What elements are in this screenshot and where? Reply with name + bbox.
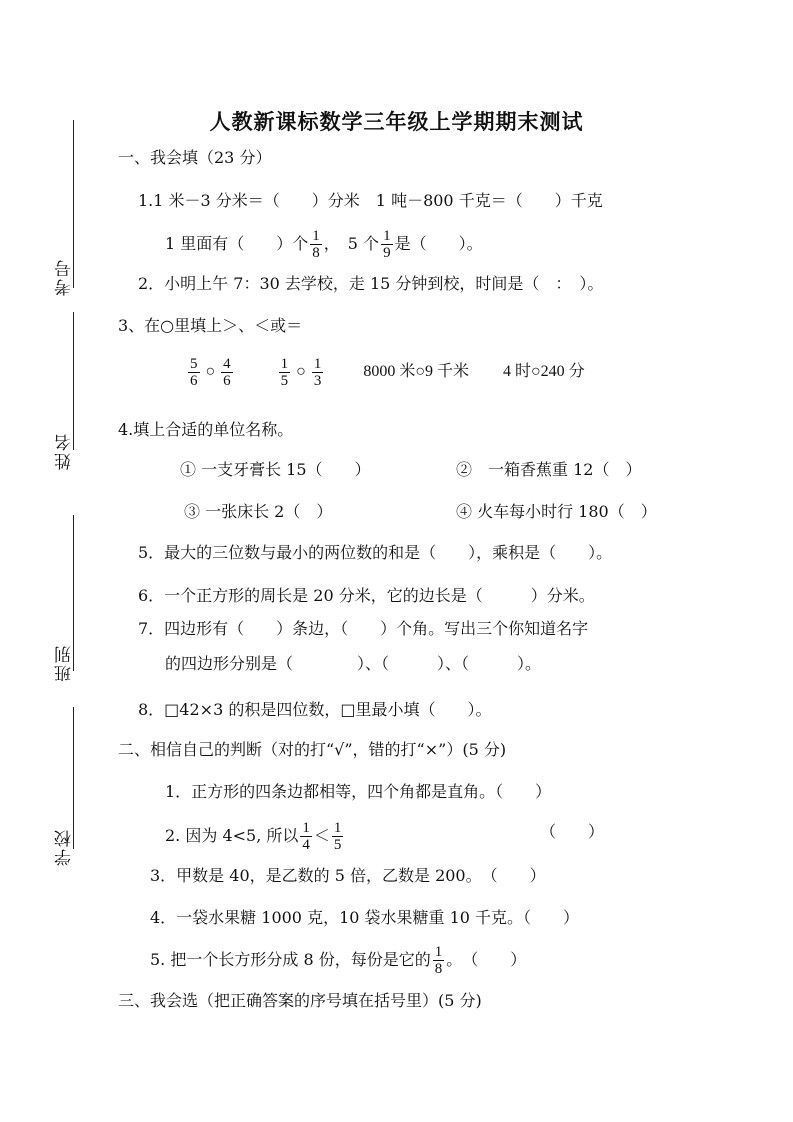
section2-heading: 二、相信自己的判断（对的打“√”，错的打“×”）(5 分)	[118, 740, 507, 759]
fraction-1-4: $\frac{1}{4}$	[302, 820, 310, 853]
section3-heading: 三、我会选（把正确答案的序号填在括号里）(5 分)	[118, 991, 482, 1010]
fraction-1-9: $\frac{1}{9}$	[383, 228, 391, 261]
s1-q4-item-4: ④ 火车每小时行 180（ ）	[456, 502, 657, 521]
s1-q7-line2: 的四边形分别是（ ）、（ ）、（ ）。	[165, 654, 542, 673]
fraction-4-6: $\frac{4}{6}$	[223, 356, 231, 389]
s1-q6: 6．一个正方形的周长是 20 分米，它的边长是（ ）分米。	[138, 586, 595, 605]
s1-q1-text-c: 是（ ）。	[394, 234, 483, 253]
s1-q1-line1: 1.1 米－3 分米＝（ ）分米 1 吨－800 千克＝（ ）千克	[138, 191, 603, 210]
s1-q4-item-1: ① 一支牙膏长 15（ ）	[180, 460, 371, 479]
s1-q5: 5．最大的三位数与最小的两位数的和是（ ），乘积是（ ）。	[138, 543, 613, 562]
s1-q3-heading: 3、在○里填上＞、＜或＝	[118, 316, 303, 335]
class-label: 班别	[55, 644, 75, 682]
page-title: 人教新课标数学三年级上学期期末测试	[209, 109, 584, 134]
compare-circle-2: ○	[296, 363, 306, 381]
less-than-sign: ＜	[313, 826, 330, 845]
fraction-1-3: $\frac{1}{3}$	[313, 356, 322, 389]
s1-q8: 8．□42×3 的积是四位数，□里最小填（ ）。	[138, 700, 492, 719]
s1-q2: 2．小明上午 7：30 去学校，走 15 分钟到校，时间是（ ： ）。	[138, 274, 604, 293]
name-line	[73, 312, 74, 450]
fraction-1-5: $\frac{1}{5}$	[280, 356, 289, 389]
fraction-1-8: $\frac{1}{8}$	[312, 228, 320, 261]
s2-q2-answer: （ ）	[540, 822, 605, 841]
s1-q4-item-2: ② 一箱香蕉重 12（ ）	[456, 460, 642, 479]
s1-q4-item-3: ③ 一张床长 2（ ）	[184, 502, 333, 521]
s2-q5-text-a: 5. 把一个长方形分成 8 份，每份是它的	[150, 950, 431, 969]
fraction-1-8: $\frac{1}{8}$	[434, 944, 443, 977]
s2-q4: 4．一袋水果糖 1000 克，10 袋水果糖重 10 千克。（ ）	[150, 908, 580, 927]
s2-q1: 1．正方形的四条边都相等，四个角都是直角。（ ）	[165, 782, 552, 801]
s2-q2	[165, 820, 345, 853]
s1-q1-line2	[165, 228, 483, 261]
s1-q1-text-a: 1 里面有（ ）个	[165, 234, 309, 253]
fraction-1-5: $\frac{1}{5}$	[333, 820, 342, 853]
s2-q3: 3．甲数是 40，是乙数的 5 倍，乙数是 200。 （ ）	[150, 866, 546, 885]
s1-q1-text-b: ， 5 个	[323, 234, 380, 253]
name-label: 姓名	[55, 432, 75, 470]
s1-q4-heading: 4.填上合适的单位名称。	[118, 420, 294, 439]
s1-q3-items	[186, 356, 585, 389]
compare-length: 8000 米○9 千米	[363, 363, 470, 381]
s2-q2-text: 2. 因为 4<5, 所以	[165, 826, 299, 845]
exam-number-label: 考号	[55, 258, 75, 296]
s2-q5	[150, 944, 526, 977]
compare-circle-1: ○	[205, 363, 216, 381]
s2-q5-text-b: 。 （ ）	[446, 950, 527, 969]
compare-time: 4 时○240 分	[503, 363, 585, 381]
section1-heading: 一、我会填（23 分）	[118, 148, 272, 167]
school-label: 学校	[55, 828, 75, 866]
s1-q7-line1: 7．四边形有（ ）条边，（ ）个角。写出三个你知道名字	[138, 619, 589, 638]
fraction-5-6: $\frac{5}{6}$	[190, 356, 198, 389]
